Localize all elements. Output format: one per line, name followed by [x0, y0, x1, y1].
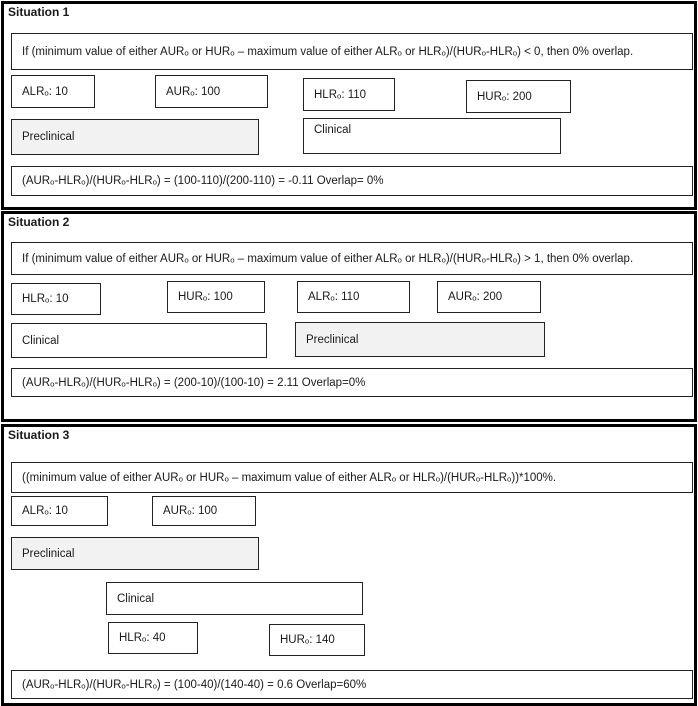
situation-3-alr: ALRₒ: 10	[11, 496, 108, 526]
situation-1-title: Situation 1	[8, 5, 70, 19]
situation-1-rule: If (minimum value of either AURₒ or HURₒ – maximum value of either ALRₒ or HLRₒ)/(HURₒ-HLRₒ) < 0, then 0% overlap.	[11, 33, 693, 70]
situation-1-panel	[1, 1, 697, 210]
situation-1-calculation: (AURₒ-HLRₒ)/(HURₒ-HLRₒ) = (100-110)/(200-110) = -0.11 Overlap= 0%	[11, 166, 693, 196]
situation-2-calculation: (AURₒ-HLRₒ)/(HURₒ-HLRₒ) = (200-10)/(100-10) = 2.11 Overlap=0%	[11, 368, 693, 397]
situation-2-clinical-bar: Clinical	[11, 323, 267, 358]
situation-2-preclinical-bar: Preclinical	[295, 322, 545, 357]
situation-3-preclinical-bar: Preclinical	[11, 537, 259, 570]
situation-1-clinical-bar: Clinical	[303, 118, 561, 154]
situation-2-aur: AURₒ: 200	[437, 281, 541, 313]
situation-3-clinical-bar: Clinical	[106, 582, 363, 615]
situation-2-hur: HURₒ: 100	[167, 281, 265, 313]
situation-3-rule: ((minimum value of either AURₒ or HURₒ – maximum value of either ALRₒ or HLRₒ)/(HURₒ-HLRₒ))*100%.	[11, 462, 693, 493]
situation-2-title: Situation 2	[8, 215, 70, 229]
situation-1-hlr: HLRₒ: 110	[303, 78, 395, 111]
situation-3-panel	[1, 424, 697, 706]
situation-2-rule: If (minimum value of either AURₒ or HURₒ – maximum value of either ALRₒ or HLRₒ)/(HURₒ-HLRₒ) > 1, then 0% overlap.	[11, 242, 693, 275]
situation-1-alr: ALRₒ: 10	[11, 75, 95, 108]
situation-1-hur: HURₒ: 200	[466, 80, 571, 113]
situation-3-hlr: HLRₒ: 40	[108, 622, 198, 654]
situation-2-panel	[1, 211, 697, 422]
situation-1-preclinical-bar: Preclinical	[11, 119, 259, 155]
situation-3-aur: AURₒ: 100	[152, 496, 256, 526]
situation-3-calculation: (AURₒ-HLRₒ)/(HURₒ-HLRₒ) = (100-40)/(140-40) = 0.6 Overlap=60%	[11, 670, 693, 699]
situation-3-hur: HURₒ: 140	[269, 624, 365, 656]
situation-1-aur: AURₒ: 100	[155, 75, 268, 108]
situation-2-hlr: HLRₒ: 10	[11, 283, 101, 315]
situation-3-title: Situation 3	[8, 428, 70, 442]
situation-2-alr: ALRₒ: 110	[297, 281, 410, 313]
